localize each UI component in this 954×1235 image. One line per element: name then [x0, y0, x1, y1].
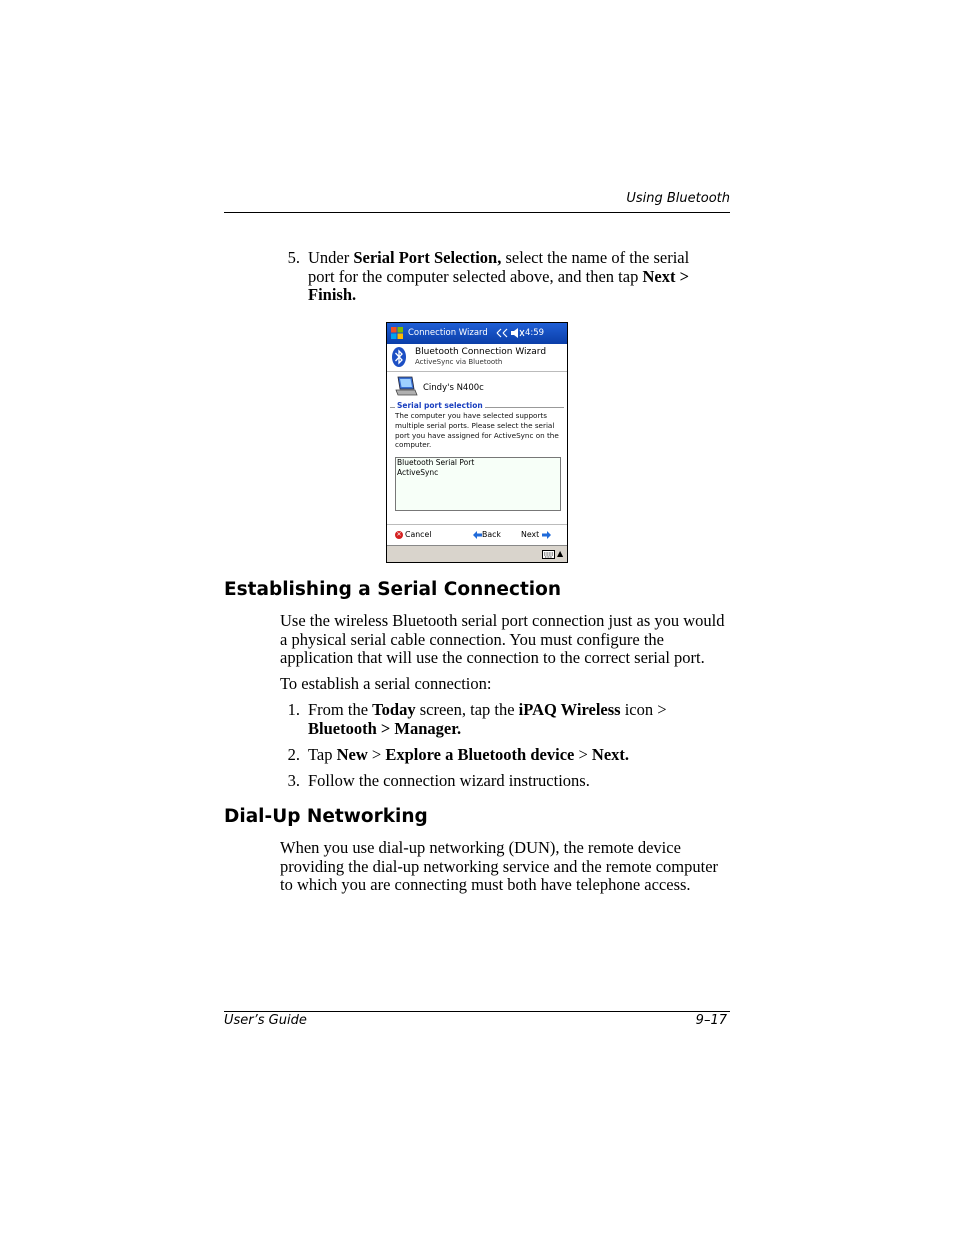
footer-rule	[224, 1011, 730, 1012]
procedure-intro: To establish a serial connection:	[280, 674, 492, 693]
laptop-icon	[394, 375, 418, 397]
step-bold: New	[336, 745, 368, 764]
list-item[interactable]: ActiveSync	[397, 467, 439, 477]
list-item[interactable]: Bluetooth Serial Port	[397, 458, 475, 467]
serial-port-list[interactable]	[395, 457, 561, 511]
step-text-run: From the	[308, 700, 373, 719]
next-arrow-icon	[542, 531, 551, 539]
step-text	[308, 701, 708, 738]
wizard-header	[387, 344, 567, 372]
wizard-button-row	[387, 524, 567, 546]
step-text-run: >	[574, 745, 592, 764]
cancel-button[interactable]	[395, 530, 431, 539]
wizard-subtitle: ActiveSync via Bluetooth	[415, 358, 503, 366]
step-3	[280, 772, 730, 792]
step-text: Follow the connection wizard instructions.	[308, 771, 590, 790]
section-paragraph: Use the wireless Bluetooth serial port connection just as you would a physical serial cable connection. You must configure the application that will use the connection to the correct serial port.	[280, 611, 725, 667]
cancel-label: Cancel	[405, 530, 432, 539]
step-text-run: select the name of the serial port for the computer selected above, and then tap	[308, 248, 690, 286]
step-text-run: Tap	[308, 745, 337, 764]
pda-screenshot	[386, 322, 568, 563]
next-button[interactable]	[521, 530, 551, 539]
step-1	[280, 701, 730, 741]
step-text-run: icon >	[620, 700, 667, 719]
step-bold: iPAQ Wireless	[518, 700, 621, 719]
step-bold: Bluetooth > Manager.	[308, 718, 462, 738]
header-rule	[224, 212, 730, 213]
back-button[interactable]	[473, 530, 501, 539]
step-text-run: screen, tap the	[415, 700, 519, 719]
next-label: Next	[521, 530, 540, 539]
step-number: 2.	[287, 745, 300, 764]
windows-start-icon	[390, 326, 404, 340]
cancel-icon: ✕	[396, 531, 402, 538]
step-5	[280, 249, 730, 309]
step-text-run: >	[367, 745, 386, 764]
step-bold: Next.	[591, 745, 630, 764]
step-number: 1.	[287, 700, 300, 719]
pda-taskbar	[387, 545, 567, 563]
pda-title-bar	[387, 323, 567, 344]
step-text	[308, 746, 728, 765]
running-header: Using Bluetooth	[626, 191, 730, 206]
step-text	[308, 249, 708, 305]
serial-port-section-label: Serial port selection	[397, 401, 483, 410]
back-arrow-icon	[473, 531, 482, 539]
keyboard-icon[interactable]	[542, 550, 555, 559]
section-heading: Establishing a Serial Connection	[224, 579, 562, 600]
input-menu-arrow-icon[interactable]: ▲	[557, 549, 564, 558]
footer-title: User’s Guide	[224, 1013, 307, 1028]
back-label: Back	[482, 530, 501, 539]
wizard-title: Bluetooth Connection Wizard	[415, 347, 547, 357]
step-2	[280, 746, 730, 766]
section-heading: Dial-Up Networking	[224, 806, 428, 827]
bluetooth-icon	[392, 347, 406, 367]
step-number: 5.	[287, 248, 300, 267]
step-bold: Next > Finish.	[308, 266, 689, 304]
device-name: Cindy's N400c	[423, 383, 484, 393]
step-bold: Today	[372, 700, 416, 719]
page-number: 9–17	[695, 1013, 727, 1028]
wizard-description: The computer you have selected supports multiple serial ports. Please select the serial port you have assigned for ActiveSync on the computer.	[395, 411, 559, 450]
section-paragraph: When you use dial-up networking (DUN), the remote device providing the dial-up networking service and the remote computer to which you are connecting must both have telephone access.	[280, 838, 719, 894]
pda-clock: 4:59	[525, 328, 545, 338]
step-bold: Explore a Bluetooth device	[385, 745, 575, 764]
pda-app-title: Connection Wizard	[408, 328, 488, 338]
step-text-run: Under	[308, 248, 354, 267]
step-bold: Serial Port Selection,	[353, 248, 502, 267]
step-number: 3.	[287, 771, 300, 790]
